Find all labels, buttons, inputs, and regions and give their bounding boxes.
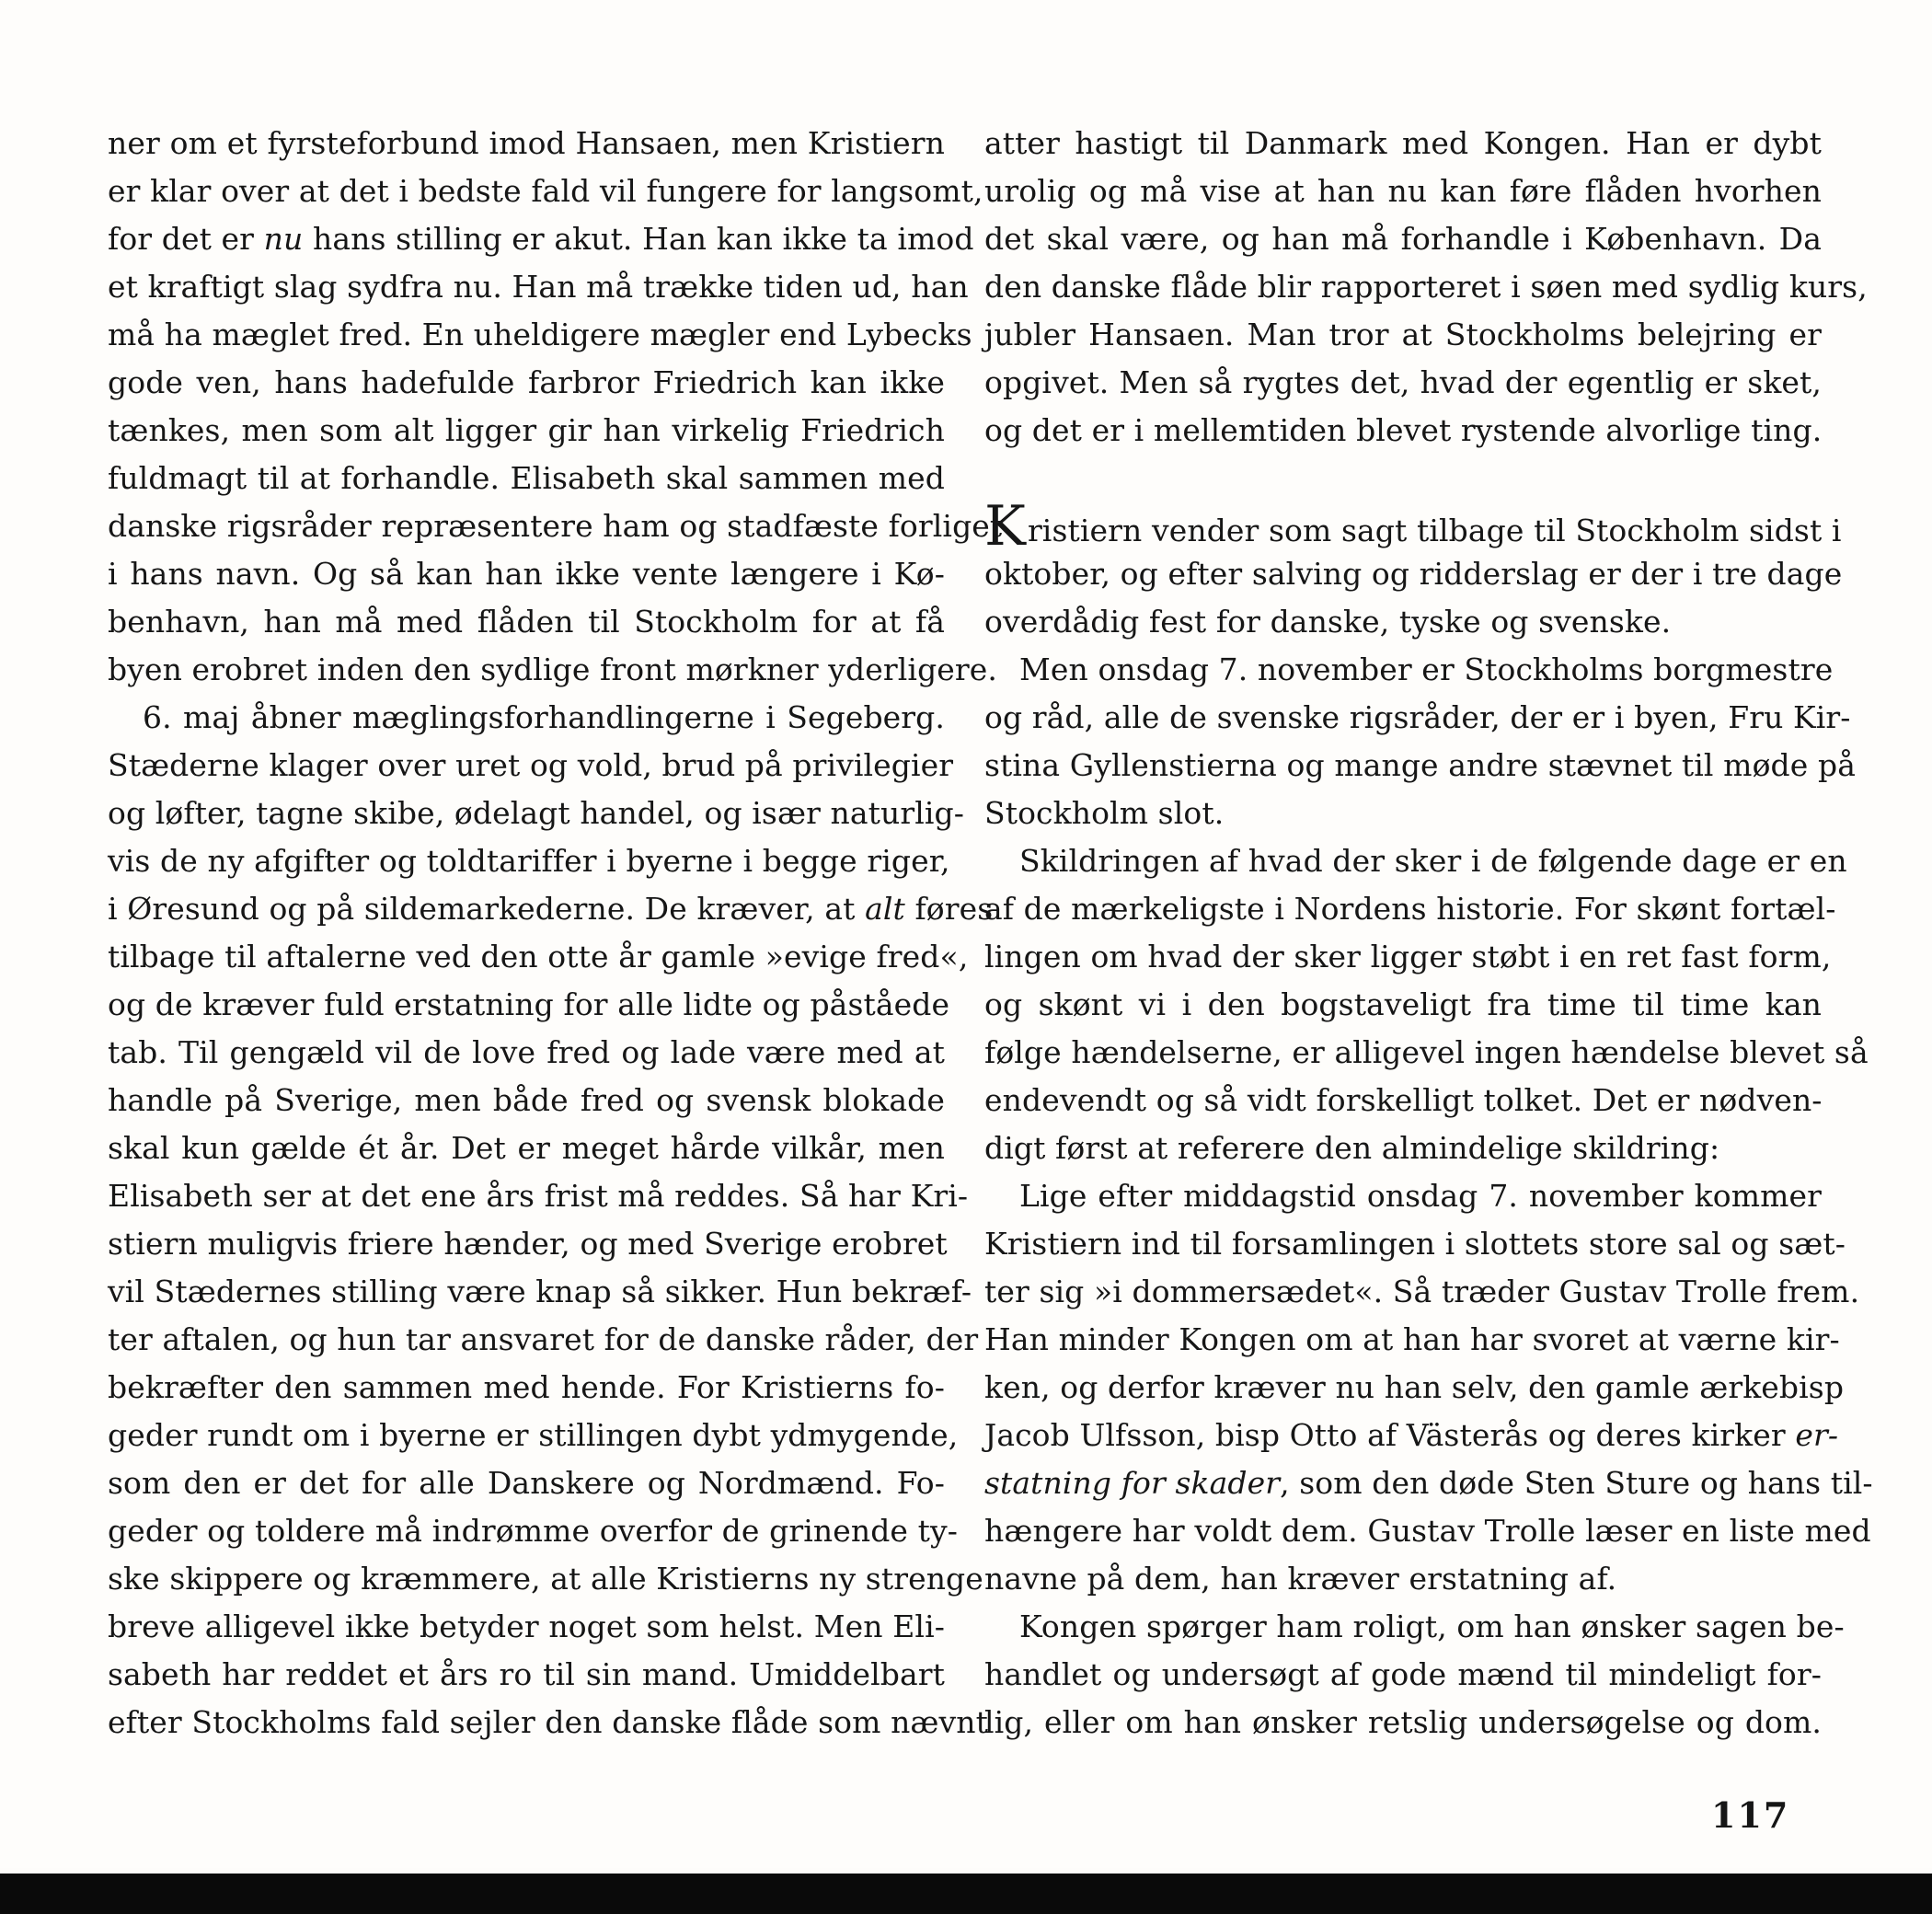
text-line: det skal være, og han må forhandle i København. Da — [984, 221, 1822, 257]
text-line: Stockholm slot. — [984, 795, 1225, 831]
text-line: ner om et fyrsteforbund imod Hansaen, men Kristiern — [108, 125, 945, 161]
text-line: og løfter, tagne skibe, ødelagt handel, og især naturlig- — [108, 795, 965, 831]
text-line: lingen om hvad der sker ligger støbt i en ret fast form, — [984, 939, 1832, 974]
text-line: efter Stockholms fald sejler den danske flåde som nævnt — [108, 1704, 989, 1740]
text-line: lig, eller om han ønsker retslig undersøgelse og dom. — [984, 1704, 1822, 1740]
text-line: tilbage til aftalerne ved den otte år gamle »evige fred«, — [108, 939, 969, 974]
italic-phrase: statning for skader — [984, 1465, 1281, 1501]
page-edge-bar — [0, 1874, 1932, 1914]
text-line: ter aftalen, og hun tar ansvaret for de danske råder, der — [108, 1321, 979, 1357]
text-line: Skildringen af hvad der sker i de følgende dage er en — [1019, 843, 1847, 879]
section-gap — [984, 455, 1822, 502]
text-line: fuldmagt til at forhandle. Elisabeth skal sammen med — [108, 460, 945, 496]
text-line: i hans navn. Og så kan han ikke vente længere i Kø- — [108, 556, 945, 592]
text-line: stina Gyllenstierna og mange andre stævnet til møde på — [984, 747, 1856, 783]
text-line: overdådig fest for danske, tyske og svenske. — [984, 604, 1672, 640]
text-line: i Øresund og på sildemarkederne. De kræver, at alt føres — [108, 891, 994, 927]
text-line: atter hastigt til Danmark med Kongen. Han er dybt — [984, 125, 1822, 161]
text-line: og skønt vi i den bogstaveligt fra time til time kan — [984, 986, 1822, 1022]
italic-phrase: er- — [1795, 1417, 1839, 1453]
text-line: Han minder Kongen om at han har svoret at værne kir- — [984, 1321, 1840, 1357]
text-line: Elisabeth ser at det ene års frist må reddes. Så har Kri- — [108, 1178, 969, 1214]
text-line: oktober, og efter salving og ridderslag er der i tre dage — [984, 556, 1843, 592]
text-line: byen erobret inden den sydlige front mørkner yderligere. — [108, 651, 998, 687]
text-line: benhavn, han må med flåden til Stockholm for at få — [108, 604, 945, 640]
text-line: hængere har voldt dem. Gustav Trolle læser en liste med — [984, 1513, 1871, 1549]
text-line: 6. maj åbner mæglingsforhandlingerne i Segeberg. — [143, 699, 945, 735]
text-line: Kristiern vender som sagt tilbage til Stockholm sidst i — [984, 494, 1842, 559]
text-line: sabeth har reddet et års ro til sin mand. Umiddelbart — [108, 1656, 945, 1692]
text-line: den danske flåde blir rapporteret i søen med sydlig kurs, — [984, 269, 1868, 305]
text-line: for det er nu hans stilling er akut. Han kan ikke ta imod — [108, 221, 974, 257]
text-line: breve alligevel ikke betyder noget som helst. Men Eli- — [108, 1608, 945, 1644]
text-line: geder og toldere må indrømme overfor de grinende ty- — [108, 1513, 959, 1549]
text-line: bekræfter den sammen med hende. For Kristierns fo- — [108, 1369, 945, 1405]
text-line: tænkes, men som alt ligger gir han virkelig Friedrich — [108, 412, 945, 448]
text-line: følge hændelserne, er alligevel ingen hændelse blevet så — [984, 1034, 1869, 1070]
text-line: handle på Sverige, men både fred og svensk blokade — [108, 1082, 945, 1118]
text-line: handlet og undersøgt af gode mænd til mindeligt for- — [984, 1656, 1822, 1692]
text-line: ken, og derfor kræver nu han selv, den gamle ærkebisp — [984, 1369, 1845, 1405]
text-line: vil Stædernes stilling være knap så sikker. Hun bekræf- — [108, 1274, 972, 1309]
text-line: vis de ny afgifter og toldtariffer i byerne i begge riger, — [108, 843, 950, 879]
text-line: Lige efter middagstid onsdag 7. november kommer — [1019, 1178, 1822, 1214]
text-line: Kristiern ind til forsamlingen i slottets store sal og sæt- — [984, 1226, 1846, 1262]
text-line: ter sig »i dommersædet«. Så træder Gustav Trolle frem. — [984, 1274, 1860, 1309]
text-line: opgivet. Men så rygtes det, hvad der egentlig er sket, — [984, 364, 1822, 400]
text-line: endevendt og så vidt forskelligt tolket. Det er nødven- — [984, 1082, 1823, 1118]
text-line: ske skippere og kræmmere, at alle Kristierns ny strenge — [108, 1561, 983, 1597]
text-line: må ha mæglet fred. En uheldigere mægler end Lybecks — [108, 317, 972, 352]
text-line: geder rundt om i byerne er stillingen dybt ydmygende, — [108, 1417, 959, 1453]
left-column — [108, 120, 1003, 1747]
text-line: Jacob Ulfsson, bisp Otto af Västerås og deres kirker er- — [984, 1417, 1839, 1453]
text-line: stiern muligvis friere hænder, og med Sverige erobret — [108, 1226, 948, 1262]
text-line: digt først at referere den almindelige skildring: — [984, 1130, 1720, 1166]
right-column — [984, 120, 1873, 1747]
text-line: Stæderne klager over uret og vold, brud på privilegier — [108, 747, 954, 783]
text-line: er klar over at det i bedste fald vil fungere for langsomt, — [108, 173, 983, 209]
text-line: skal kun gælde ét år. Det er meget hårde vilkår, men — [108, 1130, 945, 1166]
drop-cap: K — [984, 494, 1026, 559]
text-line: jubler Hansaen. Man tror at Stockholms belejring er — [984, 317, 1822, 352]
italic-word: nu — [263, 221, 304, 257]
italic-word: alt — [865, 891, 905, 927]
text-line: danske rigsråder repræsentere ham og stadfæste forliget — [108, 508, 1003, 544]
text-line: statning for skader, som den døde Sten Sture og hans til- — [984, 1465, 1873, 1501]
page-number: 117 — [1711, 1794, 1790, 1836]
text-line: og de kræver fuld erstatning for alle lidte og påståede — [108, 986, 950, 1022]
text-line: tab. Til gengæld vil de love fred og lade være med at — [108, 1034, 945, 1070]
text-line: urolig og må vise at han nu kan føre flåden hvorhen — [984, 173, 1822, 209]
text-line: af de mærkeligste i Nordens historie. For skønt fortæl- — [984, 891, 1836, 927]
text-line: som den er det for alle Danskere og Nordmænd. Fo- — [108, 1465, 945, 1501]
text-line: og råd, alle de svenske rigsråder, der er i byen, Fru Kir- — [984, 699, 1851, 735]
text-line: og det er i mellemtiden blevet rystende alvorlige ting. — [984, 412, 1823, 448]
text-line: Men onsdag 7. november er Stockholms borgmestre — [1019, 651, 1834, 687]
text-line: navne på dem, han kræver erstatning af. — [984, 1561, 1617, 1597]
text-line: et kraftigt slag sydfra nu. Han må trække tiden ud, han — [108, 269, 969, 305]
text-line: Kongen spørger ham roligt, om han ønsker sagen be- — [1019, 1608, 1845, 1644]
text-line: gode ven, hans hadefulde farbror Friedrich kan ikke — [108, 364, 945, 400]
